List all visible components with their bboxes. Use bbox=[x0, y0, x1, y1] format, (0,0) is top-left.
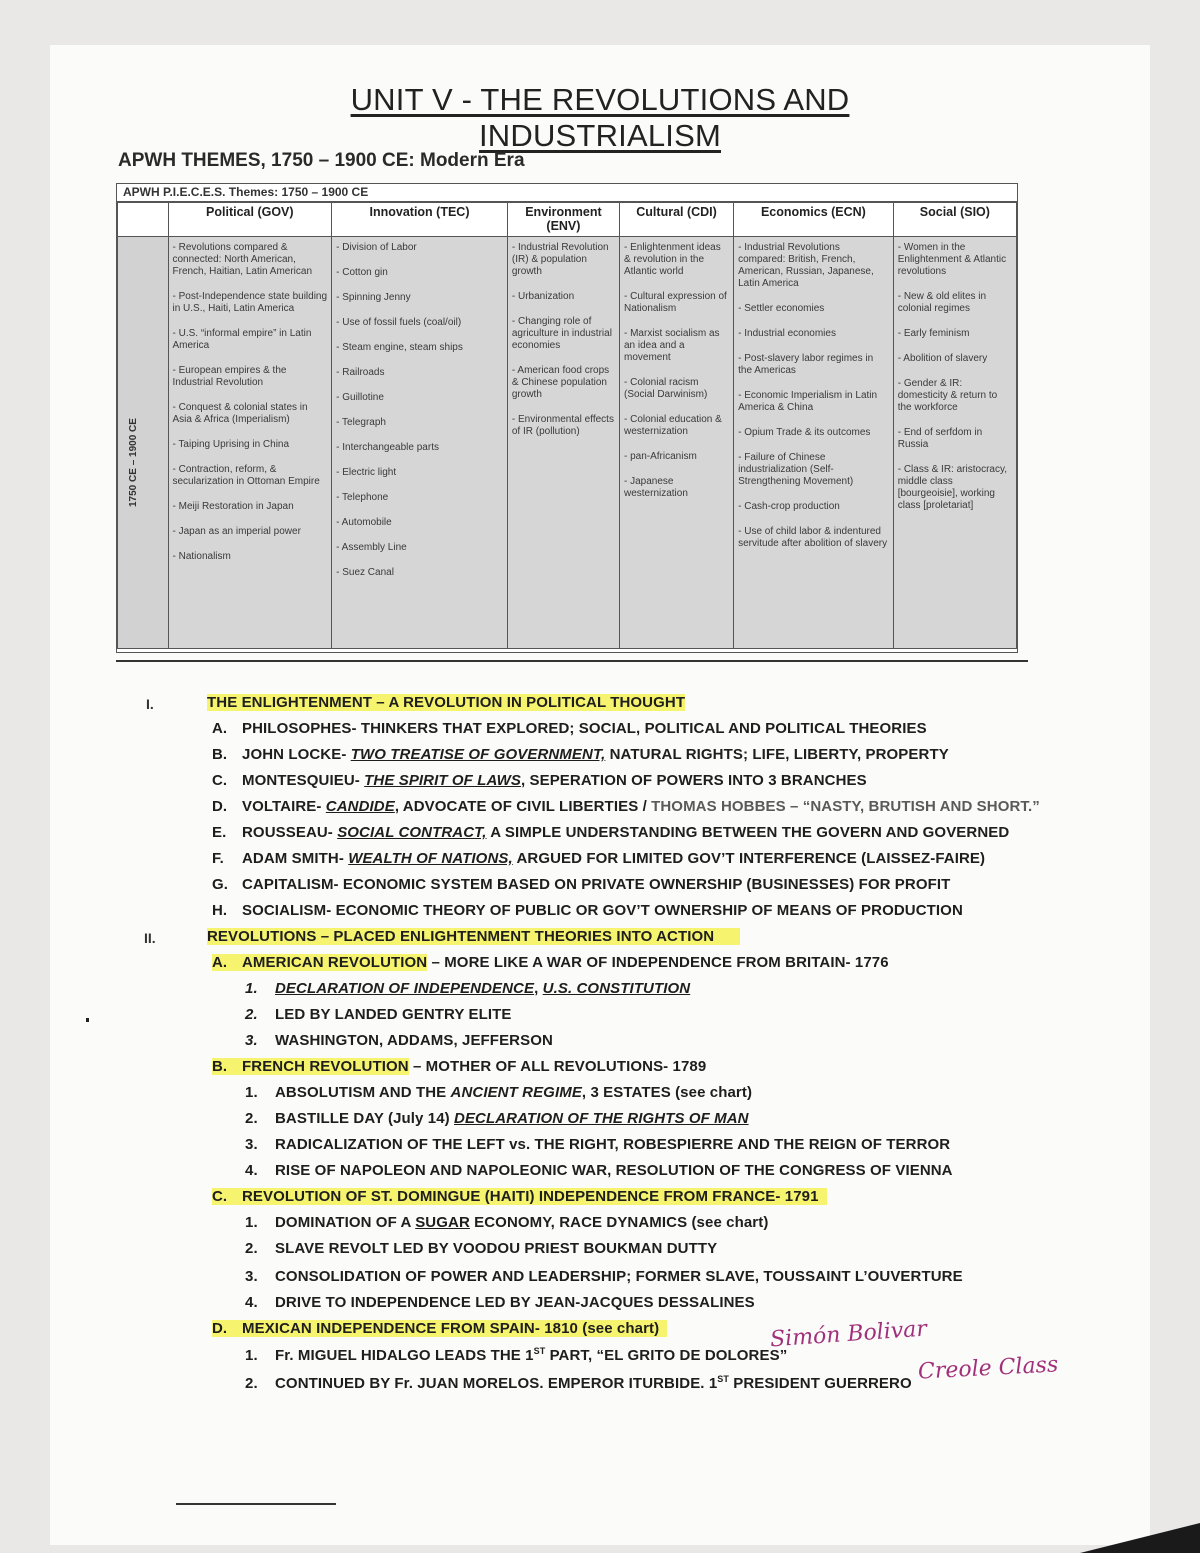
cell-item: - Telegraph bbox=[336, 417, 386, 428]
item-text: ARGUED FOR LIMITED GOV’T INTERFERENCE (LAISSEZ-FAIRE) bbox=[512, 850, 986, 867]
outline-item bbox=[212, 1188, 827, 1205]
item-text: DRIVE TO INDEPENDENCE LED BY JEAN-JACQUES DESSALINES bbox=[275, 1294, 755, 1311]
item-marker: D. bbox=[212, 798, 228, 815]
margin-mark bbox=[86, 1018, 89, 1022]
outline-subitem bbox=[245, 1006, 512, 1023]
item-text: ECONOMY, RACE DYNAMICS (see chart) bbox=[469, 1214, 769, 1231]
item-text: RISE OF NAPOLEON AND NAPOLEONIC WAR, RESOLUTION OF THE CONGRESS OF VIENNA bbox=[275, 1162, 953, 1179]
cell-item: - U.S. “informal empire” in Latin America bbox=[172, 328, 312, 351]
item-text: LED BY LANDED GENTRY ELITE bbox=[275, 1006, 512, 1023]
cell-item: - Enlightenment ideas & revolution in the Atlantic world bbox=[623, 242, 721, 277]
cell-item: - Marxist socialism as an idea and a movement bbox=[623, 328, 720, 363]
outline-subitem bbox=[245, 1268, 963, 1285]
item-marker: 3. bbox=[245, 1032, 258, 1049]
work-title: CANDIDE bbox=[325, 798, 395, 815]
page-subtitle: APWH THEMES, 1750 – 1900 CE: Modern Era bbox=[118, 150, 525, 171]
superscript: ST bbox=[533, 1346, 546, 1356]
outline-item bbox=[212, 902, 963, 919]
cell-item: - Revolutions compared & connected: North American, French, Haitian, Latin American bbox=[172, 242, 313, 277]
item-text: – MOTHER OF ALL REVOLUTIONS- 1789 bbox=[408, 1058, 707, 1075]
cell-item: - Use of fossil fuels (coal/oil) bbox=[336, 317, 462, 328]
item-text: ADAM SMITH- bbox=[242, 850, 349, 867]
cell-item: - pan-Africanism bbox=[623, 451, 697, 462]
outline-subitem bbox=[245, 1346, 787, 1364]
cell-item: - Opium Trade & its outcomes bbox=[738, 427, 871, 438]
item-text: A SIMPLE UNDERSTANDING BETWEEN THE GOVERN AND GOVERNED bbox=[486, 824, 1010, 841]
cell-item: - Failure of Chinese industrialization (Self-Strengthening Movement) bbox=[738, 452, 854, 487]
underlined-term: SUGAR bbox=[415, 1214, 470, 1231]
work-title: DECLARATION OF INDEPENDENCE bbox=[275, 980, 535, 997]
cell-item: - Colonial racism (Social Darwinism) bbox=[623, 377, 708, 400]
item-marker: G. bbox=[212, 876, 229, 893]
item-marker: C. bbox=[212, 1188, 228, 1205]
themes-table bbox=[116, 183, 1018, 653]
cell-item: - Post-Independence state building in U.S., Haiti, Latin America bbox=[172, 291, 328, 314]
item-marker: 1. bbox=[245, 1214, 258, 1231]
item-text: CAPITALISM- ECONOMIC SYSTEM BASED ON PRIVATE OWNERSHIP (BUSINESSES) FOR PROFIT bbox=[242, 876, 951, 893]
item-text: – MORE LIKE A WAR OF INDEPENDENCE FROM BRITAIN- 1776 bbox=[427, 954, 889, 971]
table-cell bbox=[332, 237, 508, 649]
outline-subitem bbox=[245, 980, 690, 997]
outline-item bbox=[212, 824, 1009, 841]
outline-subitem bbox=[245, 1084, 752, 1101]
table-caption: APWH P.I.E.C.E.S. Themes: 1750 – 1900 CE bbox=[117, 184, 1017, 202]
outline-item bbox=[212, 746, 949, 763]
item-marker: 1. bbox=[245, 1347, 258, 1364]
item-marker: 2. bbox=[245, 1240, 258, 1257]
item-heading: MEXICAN INDEPENDENCE FROM SPAIN- 1810 (see chart) bbox=[242, 1320, 660, 1337]
header-era bbox=[118, 203, 169, 237]
item-text: BASTILLE DAY (July 14) bbox=[275, 1110, 455, 1127]
item-marker: 2. bbox=[245, 1110, 258, 1127]
work-title: DECLARATION OF THE RIGHTS OF MAN bbox=[454, 1110, 749, 1127]
item-text: , SEPERATION OF POWERS INTO 3 BRANCHES bbox=[520, 772, 867, 789]
cell-item: - End of serfdom in Russia bbox=[897, 427, 983, 450]
footer-rule bbox=[176, 1503, 336, 1505]
item-heading-highlight bbox=[212, 1188, 827, 1205]
section-number: I. bbox=[146, 696, 154, 712]
cell-item: - Meiji Restoration in Japan bbox=[172, 501, 294, 512]
table-row bbox=[118, 237, 1017, 649]
work-title: U.S. CONSTITUTION bbox=[542, 980, 691, 997]
outline-item bbox=[212, 876, 950, 893]
outline-item bbox=[212, 1058, 706, 1075]
item-heading: AMERICAN REVOLUTION bbox=[242, 954, 428, 971]
cell-item: - Cultural expression of Nationalism bbox=[623, 291, 727, 314]
cell-item: - Telephone bbox=[336, 492, 389, 503]
section-heading-text: THE ENLIGHTENMENT – A REVOLUTION IN POLITICAL THOUGHT bbox=[207, 694, 686, 711]
era-label: 1750 CE – 1900 CE bbox=[128, 418, 139, 507]
outline-item bbox=[212, 954, 889, 971]
header-cell: Innovation (TEC) bbox=[332, 203, 508, 237]
cell-item: - Use of child labor & indentured servitude after abolition of slavery bbox=[738, 526, 888, 549]
header-cell: Cultural (CDI) bbox=[619, 203, 733, 237]
table-cell bbox=[168, 237, 332, 649]
item-text: , bbox=[534, 980, 543, 997]
cell-item: - Japan as an imperial power bbox=[172, 526, 301, 537]
item-text: PHILOSOPHES- THINKERS THAT EXPLORED; SOCIAL, POLITICAL AND POLITICAL THEORIES bbox=[242, 720, 927, 737]
work-title: THE SPIRIT OF LAWS bbox=[364, 772, 521, 789]
outline-subitem bbox=[245, 1240, 717, 1257]
outline-subitem bbox=[245, 1136, 950, 1153]
outline-subitem bbox=[245, 1110, 749, 1127]
work-title: ANCIENT REGIME bbox=[450, 1084, 582, 1101]
item-heading-highlight bbox=[212, 1320, 667, 1337]
cell-item: - Conquest & colonial states in Asia & Africa (Imperialism) bbox=[172, 402, 308, 425]
handwritten-note: Simón Bolivar bbox=[769, 1316, 928, 1353]
item-text: MONTESQUIEU- bbox=[242, 772, 365, 789]
item-text: , 3 ESTATES (see chart) bbox=[581, 1084, 753, 1101]
item-marker: H. bbox=[212, 902, 228, 919]
cell-item: - Urbanization bbox=[511, 291, 575, 302]
cell-item: - Changing role of agriculture in industrial economies bbox=[511, 316, 612, 351]
handwritten-note: Creole Class bbox=[917, 1352, 1059, 1385]
cell-item: - Class & IR: aristocracy, middle class [bourgeoisie], working class [proletariat] bbox=[897, 464, 1007, 511]
page-corner-shadow bbox=[1080, 1523, 1200, 1553]
cell-item: - Taiping Uprising in China bbox=[172, 439, 290, 450]
item-text: CONTINUED BY Fr. JUAN MORELOS. EMPEROR ITURBIDE. 1 bbox=[275, 1375, 718, 1392]
header-cell: Environment (ENV) bbox=[507, 203, 619, 237]
item-marker: B. bbox=[212, 746, 228, 763]
header-cell: Social (SIO) bbox=[893, 203, 1016, 237]
section-heading-text: REVOLUTIONS – PLACED ENLIGHTENMENT THEORIES INTO ACTION bbox=[207, 928, 740, 945]
cell-item: - Post-slavery labor regimes in the Americas bbox=[738, 353, 874, 376]
item-marker: B. bbox=[212, 1058, 242, 1075]
cell-item: - Suez Canal bbox=[336, 567, 394, 578]
section-heading bbox=[207, 694, 685, 711]
item-marker: 4. bbox=[245, 1162, 258, 1179]
cell-item: - American food crops & Chinese population growth bbox=[511, 365, 610, 400]
item-marker: E. bbox=[212, 824, 227, 841]
cell-item: - Nationalism bbox=[172, 551, 231, 562]
item-text: RADICALIZATION OF THE LEFT vs. THE RIGHT, ROBESPIERRE AND THE REIGN OF TERROR bbox=[275, 1136, 951, 1153]
item-marker: A. bbox=[212, 720, 228, 737]
outline-subitem bbox=[245, 1214, 768, 1231]
cell-item: - Assembly Line bbox=[336, 542, 407, 553]
outline-subitem bbox=[245, 1294, 755, 1311]
outline-item bbox=[212, 772, 867, 789]
table-cell bbox=[893, 237, 1016, 649]
outline-subitem bbox=[245, 1032, 553, 1049]
item-text: ABSOLUTISM AND THE bbox=[275, 1084, 451, 1101]
cell-item: - Women in the Enlightenment & Atlantic revolutions bbox=[897, 242, 1007, 277]
item-marker: C. bbox=[212, 772, 228, 789]
cell-item: - New & old elites in colonial regimes bbox=[897, 291, 987, 314]
cell-item: - Cotton gin bbox=[336, 267, 388, 278]
header-cell: Economics (ECN) bbox=[734, 203, 894, 237]
page-title: UNIT V - THE REVOLUTIONS AND INDUSTRIALISM bbox=[350, 82, 850, 153]
item-text: JOHN LOCKE- bbox=[242, 746, 351, 763]
cell-item: - Gender & IR: domesticity & return to the workforce bbox=[897, 378, 998, 413]
section-heading bbox=[207, 928, 740, 945]
item-text: Fr. MIGUEL HIDALGO LEADS THE 1 bbox=[275, 1347, 534, 1364]
superscript: ST bbox=[717, 1374, 729, 1384]
item-text: CONSOLIDATION OF POWER AND LEADERSHIP; FORMER SLAVE, TOUSSAINT L’OUVERTURE bbox=[275, 1268, 963, 1285]
item-text: WASHINGTON, ADDAMS, JEFFERSON bbox=[275, 1032, 553, 1049]
item-heading: FRENCH REVOLUTION bbox=[242, 1058, 409, 1075]
item-text: DOMINATION OF A bbox=[275, 1214, 416, 1231]
cell-item: - Electric light bbox=[336, 467, 397, 478]
item-marker: A. bbox=[212, 954, 242, 971]
item-marker: 1. bbox=[245, 1084, 258, 1101]
item-text: SOCIALISM- ECONOMIC THEORY OF PUBLIC OR GOV’T OWNERSHIP OF MEANS OF PRODUCTION bbox=[242, 902, 963, 919]
table-cell bbox=[507, 237, 619, 649]
cell-item: - Automobile bbox=[336, 517, 392, 528]
item-marker: 2. bbox=[245, 1375, 258, 1392]
cell-item: - Colonial education & westernization bbox=[623, 414, 722, 437]
item-heading: REVOLUTION OF ST. DOMINGUE (HAITI) INDEPENDENCE FROM FRANCE- 1791 bbox=[242, 1188, 819, 1205]
item-text: PART, “EL GRITO DE DOLORES” bbox=[545, 1347, 788, 1364]
work-title: WEALTH OF NATIONS, bbox=[348, 850, 513, 867]
item-marker: 2. bbox=[245, 1006, 258, 1023]
outline-item bbox=[212, 798, 1040, 815]
item-marker: 3. bbox=[245, 1268, 258, 1285]
item-text: THOMAS HOBBES – “NASTY, BRUTISH AND SHORT.” bbox=[651, 798, 1040, 815]
cell-item: - Industrial Revolution (IR) & population growth bbox=[511, 242, 609, 277]
table-cell bbox=[734, 237, 894, 649]
divider bbox=[116, 660, 1028, 662]
item-marker: 4. bbox=[245, 1294, 258, 1311]
item-marker: 3. bbox=[245, 1136, 258, 1153]
cell-item: - Spinning Jenny bbox=[336, 292, 411, 303]
cell-item: - Industrial economies bbox=[738, 328, 836, 339]
work-title: SOCIAL CONTRACT, bbox=[337, 824, 487, 841]
themes-grid bbox=[117, 202, 1017, 649]
cell-item: - Environmental effects of IR (pollution) bbox=[511, 414, 614, 437]
work-title: TWO TREATISE OF GOVERNMENT, bbox=[350, 746, 606, 763]
cell-item: - Railroads bbox=[336, 367, 385, 378]
table-header-row bbox=[118, 203, 1017, 237]
item-text: ROUSSEAU- bbox=[242, 824, 338, 841]
cell-item: - Early feminism bbox=[897, 328, 970, 339]
cell-item: - Contraction, reform, & secularization in Ottoman Empire bbox=[172, 464, 320, 487]
header-cell: Political (GOV) bbox=[168, 203, 332, 237]
outline-subitem bbox=[245, 1162, 953, 1179]
cell-item: - Japanese westernization bbox=[623, 476, 688, 499]
item-marker: F. bbox=[212, 850, 224, 867]
item-marker: D. bbox=[212, 1320, 228, 1337]
cell-item: - Economic Imperialism in Latin America & China bbox=[738, 390, 878, 413]
cell-item: - Cash-crop production bbox=[738, 501, 840, 512]
item-marker: 1. bbox=[245, 980, 258, 997]
outline-subitem bbox=[245, 1374, 912, 1392]
cell-item: - Interchangeable parts bbox=[336, 442, 439, 453]
outline-item bbox=[212, 720, 927, 737]
item-text: SLAVE REVOLT LED BY VOODOU PRIEST BOUKMAN DUTTY bbox=[275, 1240, 718, 1257]
table-cell bbox=[619, 237, 733, 649]
cell-item: - Division of Labor bbox=[336, 242, 417, 253]
section-number: II. bbox=[144, 930, 156, 946]
item-text: NATURAL RIGHTS; LIFE, LIBERTY, PROPERTY bbox=[605, 746, 949, 763]
cell-item: - Abolition of slavery bbox=[897, 353, 988, 364]
cell-item: - Industrial Revolutions compared: British, French, American, Russian, Japanese, Latin America bbox=[738, 242, 874, 289]
outline-item bbox=[212, 1320, 667, 1337]
item-text: , ADVOCATE OF CIVIL LIBERTIES / bbox=[394, 798, 652, 815]
cell-item: - European empires & the Industrial Revolution bbox=[172, 365, 287, 388]
era-cell bbox=[118, 237, 169, 649]
item-text: PRESIDENT GUERRERO bbox=[728, 1375, 912, 1392]
outline-item bbox=[212, 850, 985, 867]
cell-item: - Guillotine bbox=[336, 392, 384, 403]
cell-item: - Settler economies bbox=[738, 303, 825, 314]
item-text: VOLTAIRE- bbox=[242, 798, 326, 815]
cell-item: - Steam engine, steam ships bbox=[336, 342, 463, 353]
